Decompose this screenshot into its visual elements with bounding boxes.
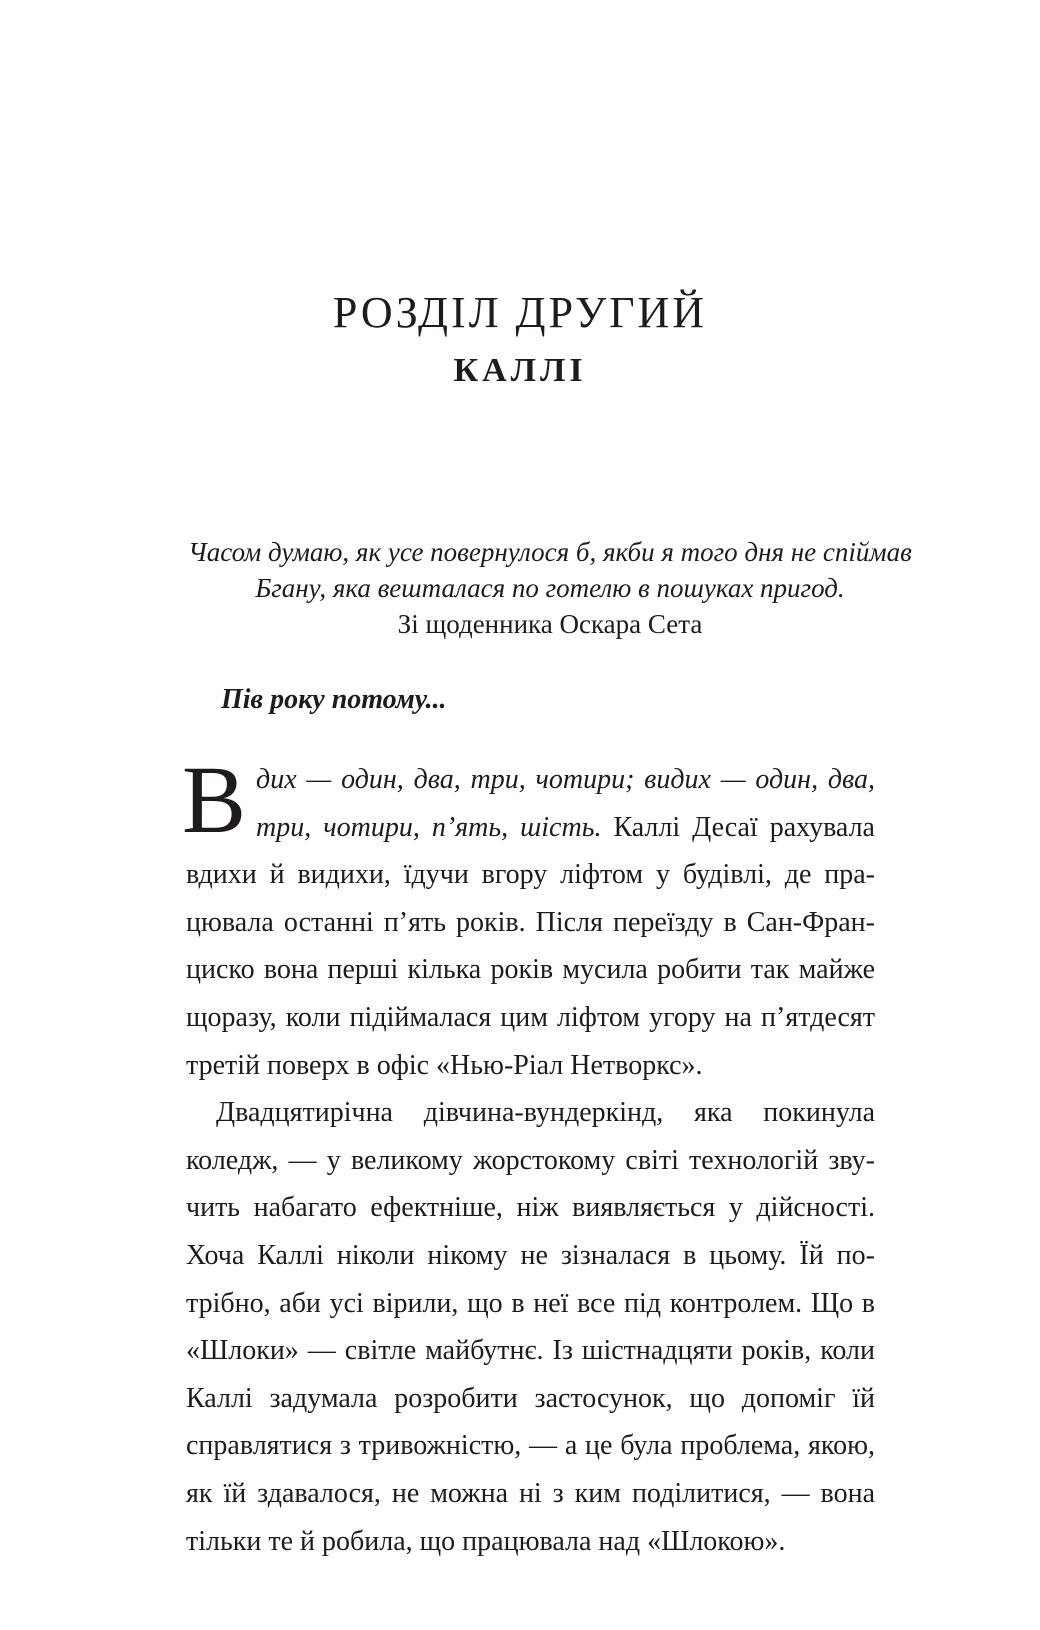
paragraph-first <box>182 746 875 1089</box>
epigraph-quote: Часом думаю, як усе повернулося б, якби я того дня не спіймав Бгану, яка вешталася по готелю в пошуках пригод. <box>188 537 912 603</box>
body-text <box>182 746 875 1565</box>
time-marker: Пів року потому... <box>221 684 447 715</box>
chapter-subtitle: КАЛЛІ <box>453 352 587 389</box>
paragraph-second: Двадцятирічна дівчина-вундеркінд, яка покинула коледж, — у великому жорстокому світі технологій звучить набагато ефектніше, ніж виявляється у дійсності. Хоча Каллі ніколи нікому не зізналася в цьому. Їй потрібно, аби усі вірили, що в неї все під контролем. Що в «Шлоки» — світле майбутнє. Із шістнадцяти років, коли Каллі задумала розробити застосунок, що допоміг їй справлятися з тривожністю, — а це була проблема, якою, як їй здавалося, не можна ні з ким поділитися, — вона тільки те й робила, що працювала над «Шлокою». <box>186 1097 875 1557</box>
chapter-title: РОЗДІЛ ДРУГИЙ <box>332 288 708 337</box>
paragraph-first-text: Каллі Десаї рахувала вдихи й видихи, їдучи вгору ліфтом у будівлі, де працювала останні п’ять років. Після переїзду в Сан-Франциско вона перші кілька років мусила робити так майже щоразу, коли підіймалася цим ліфтом угору на п’ятдесят третій поверх в офіс «Нью-Ріал Нетворкс». <box>186 811 875 1081</box>
epigraph-attribution: Зі щоденника Оскара Сета <box>397 609 703 639</box>
epigraph <box>160 534 940 642</box>
paragraph-italic-lead: дих — один, два, три, чотири; видих — один, два, три, чотири, п’ять, шість. <box>256 764 875 843</box>
drop-cap: В <box>182 746 247 853</box>
